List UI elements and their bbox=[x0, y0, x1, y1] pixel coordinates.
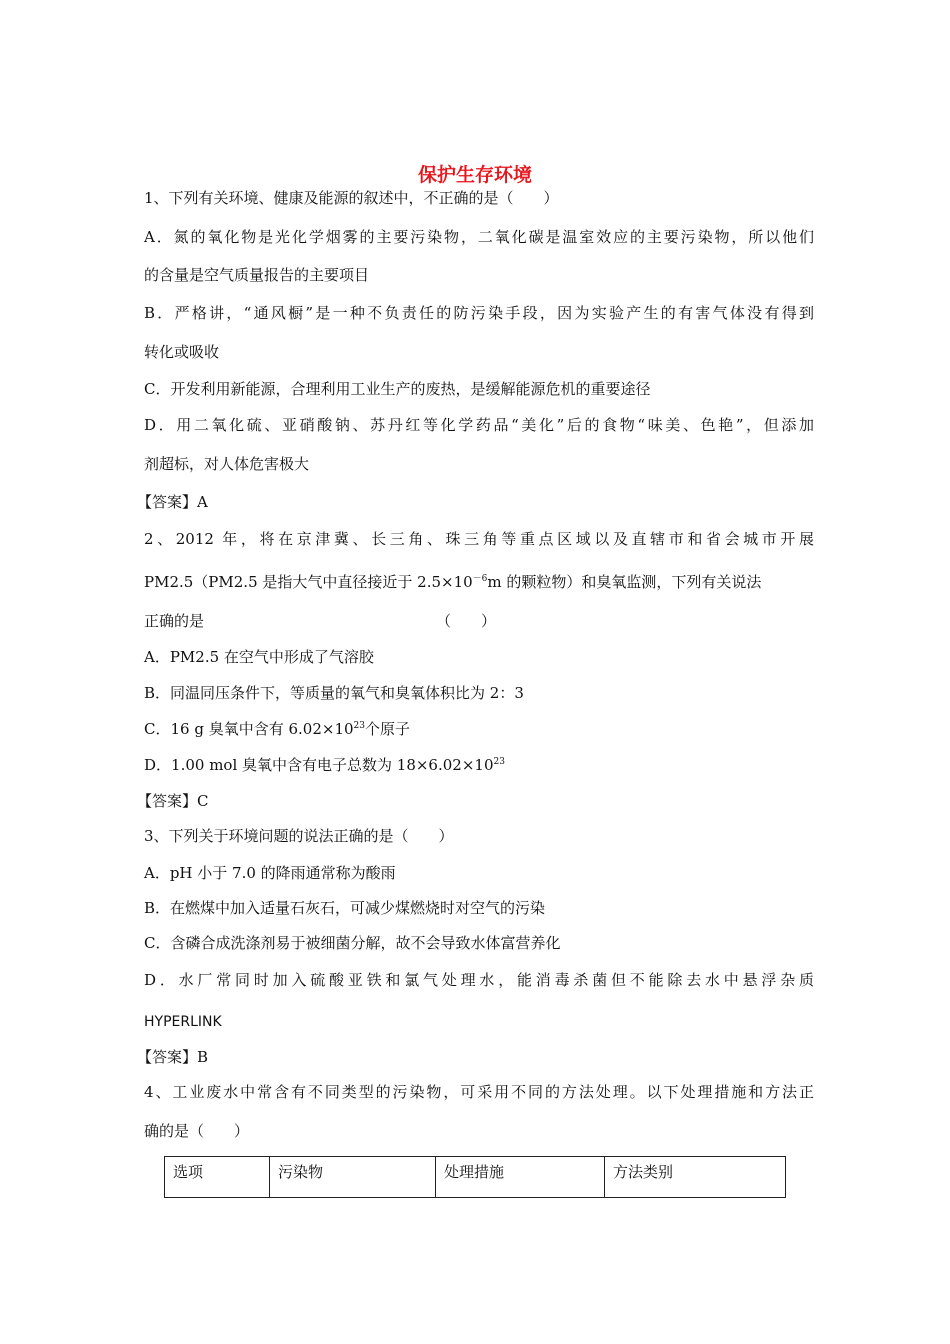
page-title: 保护生存环境 bbox=[417, 164, 532, 186]
q2-option-c bbox=[144, 718, 814, 743]
q2-stem-exponent: －6 bbox=[472, 574, 488, 584]
q1-option-d-line1: D．用二氧化硫、亚硝酸钠、苏丹红等化学药品“美化”后的食物“味美、色艳”，但添加 bbox=[144, 416, 814, 434]
q2-option-d bbox=[144, 754, 814, 779]
q2-option-c-text-b: 个原子 bbox=[364, 720, 410, 738]
q3-option-c: C．含磷合成洗涤剂易于被细菌分解，故不会导致水体富营养化 bbox=[144, 934, 561, 952]
table-header-cell: 污染物 bbox=[270, 1157, 436, 1198]
q2-stem-line2-text-a: PM2.5（PM2.5 是指大气中直径接近于 2.5×10 bbox=[144, 573, 473, 591]
q2-stem-line1: 2、2012 年，将在京津冀、长三角、珠三角等重点区域以及直辖市和省会城市开展 bbox=[144, 530, 814, 548]
table-header-cell: 处理措施 bbox=[436, 1157, 605, 1198]
q2-option-d-text: D．1.00 mol 臭氧中含有电子总数为 18×6.02×10 bbox=[144, 756, 494, 774]
table-header-cell: 选项 bbox=[165, 1157, 270, 1198]
q2-option-c-text-a: C．16 g 臭氧中含有 6.02×10 bbox=[144, 720, 354, 738]
q2-stem-line2-text-b: m 的颗粒物）和臭氧监测，下列有关说法 bbox=[487, 573, 762, 591]
q1-option-b-line2: 转化或吸收 bbox=[144, 343, 220, 361]
q1-option-b-line1: B．严格讲，“通风橱”是一种不负责任的防污染手段，因为实验产生的有害气体没有得到 bbox=[144, 304, 814, 322]
q2-answer-blank: （ ） bbox=[436, 612, 497, 630]
q1-option-d-line2: 剂超标，对人体危害极大 bbox=[144, 455, 310, 473]
q1-option-c: C．开发利用新能源，合理利用工业生产的废热，是缓解能源危机的重要途径 bbox=[144, 380, 651, 398]
q3-stem: 3、下列关于环境问题的说法正确的是（ ） bbox=[144, 827, 454, 845]
q4-stem-line1: 4、工业废水中常含有不同类型的污染物，可采用不同的方法处理。以下处理措施和方法正 bbox=[144, 1083, 814, 1101]
q1-stem: 1、下列有关环境、健康及能源的叙述中，不正确的是（ ） bbox=[144, 189, 559, 207]
q3-option-d: D．水厂常同时加入硫酸亚铁和氯气处理水，能消毒杀菌但不能除去水中悬浮杂质 bbox=[144, 971, 814, 989]
q3-answer: 【答案】B bbox=[137, 1048, 209, 1066]
q2-stem-line3 bbox=[144, 610, 814, 632]
table-header-cell: 方法类别 bbox=[605, 1157, 786, 1198]
q3-option-a: A．pH 小于 7.0 的降雨通常称为酸雨 bbox=[144, 864, 396, 882]
q2-option-a: A．PM2.5 在空气中形成了气溶胶 bbox=[144, 648, 374, 666]
q2-option-d-exponent: 23 bbox=[493, 757, 505, 767]
q1-option-a-line1: A．氮的氧化物是光化学烟雾的主要污染物，二氧化碳是温室效应的主要污染物，所以他们 bbox=[144, 228, 814, 246]
q2-stem-line2 bbox=[144, 571, 814, 596]
q2-option-c-exponent: 23 bbox=[353, 721, 365, 731]
table-header-row bbox=[165, 1157, 786, 1198]
q3-option-b: B．在燃煤中加入适量石灰石，可减少煤燃烧时对空气的污染 bbox=[144, 899, 546, 917]
q4-stem-line2: 确的是（ ） bbox=[144, 1122, 250, 1140]
q4-options-table bbox=[164, 1156, 786, 1198]
q2-stem-line3-text: 正确的是 bbox=[144, 612, 205, 630]
q2-answer: 【答案】C bbox=[137, 792, 209, 810]
q3-hyperlink-text: HYPERLINK bbox=[144, 1014, 222, 1030]
q1-answer: 【答案】A bbox=[137, 493, 208, 511]
q1-option-a-line2: 的含量是空气质量报告的主要项目 bbox=[144, 266, 370, 284]
q2-option-b: B．同温同压条件下，等质量的氧气和臭氧体积比为 2：3 bbox=[144, 684, 524, 702]
